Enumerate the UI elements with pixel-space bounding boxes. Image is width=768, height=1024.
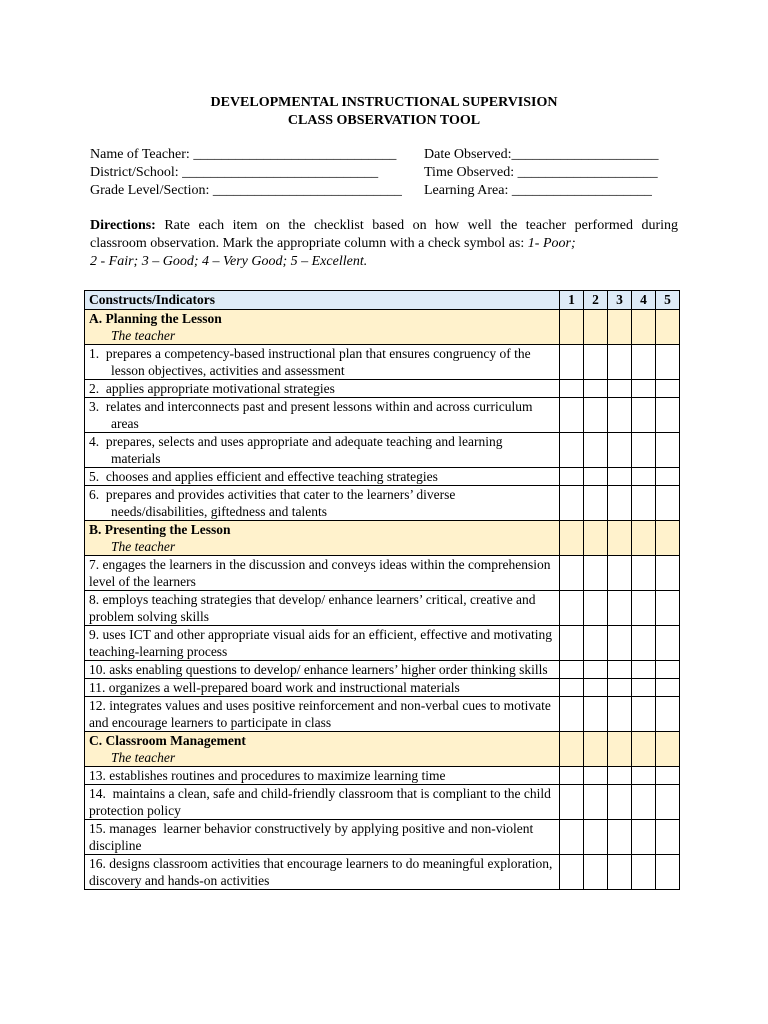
indicator-rating-cell-5[interactable] — [656, 767, 680, 785]
section-rating-cell-1[interactable] — [560, 732, 584, 767]
indicator-rating-cell-3[interactable] — [608, 398, 632, 433]
indicator-rating-cell-2[interactable] — [584, 468, 608, 486]
document-title: DEVELOPMENTAL INSTRUCTIONAL SUPERVISION — [210, 95, 558, 110]
indicator-text — [85, 820, 560, 855]
section-rating-cell-4[interactable] — [632, 521, 656, 556]
indicator-rating-cell-3[interactable] — [608, 556, 632, 591]
indicator-label: 10. asks enabling questions to develop/ enhance learners’ higher order thinking skills — [89, 662, 548, 677]
indicator-text — [85, 626, 560, 661]
indicator-text — [85, 556, 560, 591]
section-rating-cell-3[interactable] — [608, 521, 632, 556]
indicator-rating-cell-1[interactable] — [560, 767, 584, 785]
section-title: A. Planning the Lesson — [89, 311, 222, 326]
table-row — [85, 556, 680, 591]
indicator-rating-cell-1[interactable] — [560, 380, 584, 398]
section-heading — [85, 732, 560, 767]
rating-header-5: 5 — [656, 291, 680, 310]
indicator-rating-cell-2[interactable] — [584, 697, 608, 732]
indicator-rating-cell-5[interactable] — [656, 820, 680, 855]
section-row — [85, 521, 680, 556]
directions-line-1: Directions: Rate each item on the checklist based on how well the teacher performed during — [90, 218, 679, 233]
section-rating-cell-5[interactable] — [656, 732, 680, 767]
indicator-rating-cell-3[interactable] — [608, 433, 632, 468]
district-school-field[interactable]: District/School: ____________________________ — [90, 165, 379, 180]
indicator-label: 14. maintains a clean, safe and child-friendly classroom that is compliant to the child protection policy — [89, 786, 551, 818]
indicator-rating-cell-1[interactable] — [560, 486, 584, 521]
indicator-rating-cell-1[interactable] — [560, 433, 584, 468]
indicator-rating-cell-2[interactable] — [584, 626, 608, 661]
indicator-label: 3. relates and interconnects past and present lessons within and across curriculum areas — [89, 399, 533, 431]
indicator-text — [85, 697, 560, 732]
indicator-rating-cell-4[interactable] — [632, 556, 656, 591]
indicator-rating-cell-2[interactable] — [584, 398, 608, 433]
indicator-label: 2. applies appropriate motivational strategies — [89, 381, 335, 396]
table-header-row — [85, 291, 680, 310]
section-row — [85, 310, 680, 345]
indicator-label: 9. uses ICT and other appropriate visual aids for an efficient, effective and motivating teaching-learning process — [89, 627, 552, 659]
directions-label: Directions: — [90, 218, 156, 233]
indicator-text — [85, 661, 560, 679]
indicator-label: 13. establishes routines and procedures to maximize learning time — [89, 768, 446, 783]
indicator-label: 5. chooses and applies efficient and effective teaching strategies — [89, 469, 438, 484]
indicator-rating-cell-2[interactable] — [584, 345, 608, 380]
indicator-rating-cell-1[interactable] — [560, 398, 584, 433]
section-rating-cell-1[interactable] — [560, 521, 584, 556]
indicator-rating-cell-3[interactable] — [608, 486, 632, 521]
table-row — [85, 855, 680, 890]
section-rating-cell-3[interactable] — [608, 310, 632, 345]
table-row — [85, 767, 680, 785]
indicator-rating-cell-3[interactable] — [608, 820, 632, 855]
indicator-text — [85, 433, 560, 468]
section-heading — [85, 310, 560, 345]
time-observed-field[interactable]: Time Observed: ____________________ — [424, 165, 658, 180]
indicator-label: 4. prepares, selects and uses appropriate and adequate teaching and learning materials — [89, 434, 503, 466]
rating-header-2: 2 — [584, 291, 608, 310]
table-row — [85, 468, 680, 486]
section-subtitle: The teacher — [111, 750, 176, 765]
section-rating-cell-5[interactable] — [656, 521, 680, 556]
directions-line-2: classroom observation. Mark the appropriate column with a check symbol as: 1- Poor; — [90, 236, 576, 251]
indicator-rating-cell-5[interactable] — [656, 556, 680, 591]
indicator-rating-cell-1[interactable] — [560, 626, 584, 661]
indicator-rating-cell-4[interactable] — [632, 785, 656, 820]
table-row — [85, 380, 680, 398]
indicator-rating-cell-4[interactable] — [632, 697, 656, 732]
section-row — [85, 732, 680, 767]
indicator-rating-cell-1[interactable] — [560, 679, 584, 697]
indicator-rating-cell-2[interactable] — [584, 767, 608, 785]
table-row — [85, 345, 680, 380]
table-row — [85, 591, 680, 626]
indicator-rating-cell-1[interactable] — [560, 591, 584, 626]
table-row — [85, 626, 680, 661]
name-of-teacher-field[interactable]: Name of Teacher: _____________________________ — [90, 147, 397, 162]
indicator-label: 8. employs teaching strategies that develop/ enhance learners’ critical, creative and problem solving skills — [89, 592, 536, 624]
indicator-text — [85, 345, 560, 380]
indicator-rating-cell-3[interactable] — [608, 697, 632, 732]
section-rating-cell-2[interactable] — [584, 521, 608, 556]
indicator-text — [85, 468, 560, 486]
indicator-rating-cell-2[interactable] — [584, 679, 608, 697]
date-observed-field[interactable]: Date Observed:_____________________ — [424, 147, 659, 162]
indicator-text — [85, 767, 560, 785]
indicator-rating-cell-4[interactable] — [632, 468, 656, 486]
indicator-rating-cell-5[interactable] — [656, 380, 680, 398]
section-rating-cell-4[interactable] — [632, 310, 656, 345]
indicator-rating-cell-5[interactable] — [656, 468, 680, 486]
indicator-label: 7. engages the learners in the discussion and conveys ideas within the comprehension level of the learners — [89, 557, 551, 589]
indicator-rating-cell-1[interactable] — [560, 697, 584, 732]
indicator-rating-cell-2[interactable] — [584, 591, 608, 626]
indicator-rating-cell-5[interactable] — [656, 626, 680, 661]
indicator-text — [85, 591, 560, 626]
table-body — [85, 310, 680, 890]
indicator-rating-cell-4[interactable] — [632, 433, 656, 468]
table-row — [85, 398, 680, 433]
indicator-rating-cell-3[interactable] — [608, 468, 632, 486]
section-heading — [85, 521, 560, 556]
indicator-label: 6. prepares and provides activities that cater to the learners’ diverse needs/disabilities, giftedness and talents — [89, 487, 456, 519]
indicator-text — [85, 398, 560, 433]
indicator-rating-cell-2[interactable] — [584, 380, 608, 398]
rating-header-4: 4 — [632, 291, 656, 310]
indicator-rating-cell-1[interactable] — [560, 468, 584, 486]
observation-table — [84, 290, 680, 890]
indicator-rating-cell-3[interactable] — [608, 679, 632, 697]
info-row-teacher — [90, 146, 690, 164]
indicator-rating-cell-5[interactable] — [656, 398, 680, 433]
directions-line-3: 2 - Fair; 3 – Good; 4 – Very Good; 5 – Excellent. — [90, 254, 368, 269]
indicator-rating-cell-3[interactable] — [608, 345, 632, 380]
indicator-rating-cell-4[interactable] — [632, 679, 656, 697]
indicator-rating-cell-5[interactable] — [656, 345, 680, 380]
indicator-rating-cell-5[interactable] — [656, 591, 680, 626]
rating-header-1: 1 — [560, 291, 584, 310]
indicator-rating-cell-2[interactable] — [584, 820, 608, 855]
indicator-rating-cell-3[interactable] — [608, 661, 632, 679]
indicator-rating-cell-4[interactable] — [632, 380, 656, 398]
table-row — [85, 679, 680, 697]
indicator-label: 1. prepares a competency-based instructional plan that ensures congruency of the lesson objectives, activities and assessment — [89, 346, 531, 378]
indicator-rating-cell-1[interactable] — [560, 855, 584, 890]
table-row — [85, 785, 680, 820]
indicator-rating-cell-2[interactable] — [584, 661, 608, 679]
constructs-header: Constructs/Indicators — [85, 291, 560, 310]
indicator-rating-cell-3[interactable] — [608, 855, 632, 890]
section-rating-cell-2[interactable] — [584, 732, 608, 767]
indicator-rating-cell-4[interactable] — [632, 591, 656, 626]
info-row-grade — [90, 182, 690, 200]
indicator-rating-cell-3[interactable] — [608, 767, 632, 785]
table-row — [85, 697, 680, 732]
info-row-district — [90, 164, 690, 182]
indicator-rating-cell-1[interactable] — [560, 556, 584, 591]
directions-paragraph — [90, 217, 678, 271]
indicator-rating-cell-3[interactable] — [608, 380, 632, 398]
section-title: B. Presenting the Lesson — [89, 522, 231, 537]
indicator-rating-cell-4[interactable] — [632, 855, 656, 890]
indicator-rating-cell-2[interactable] — [584, 433, 608, 468]
section-subtitle: The teacher — [111, 539, 176, 554]
indicator-rating-cell-5[interactable] — [656, 785, 680, 820]
indicator-rating-cell-2[interactable] — [584, 785, 608, 820]
indicator-rating-cell-2[interactable] — [584, 486, 608, 521]
indicator-rating-cell-1[interactable] — [560, 661, 584, 679]
indicator-rating-cell-4[interactable] — [632, 486, 656, 521]
table-row — [85, 486, 680, 521]
indicator-rating-cell-4[interactable] — [632, 767, 656, 785]
document-subtitle: CLASS OBSERVATION TOOL — [287, 113, 481, 128]
indicator-label: 11. organizes a well-prepared board work and instructional materials — [89, 680, 460, 695]
section-subtitle: The teacher — [111, 328, 176, 343]
indicator-rating-cell-5[interactable] — [656, 697, 680, 732]
indicator-rating-cell-4[interactable] — [632, 661, 656, 679]
indicator-text — [85, 785, 560, 820]
indicator-label: 12. integrates values and uses positive reinforcement and non-verbal cues to motivate and encourage learners to participate in class — [89, 698, 551, 730]
indicator-rating-cell-2[interactable] — [584, 855, 608, 890]
indicator-rating-cell-5[interactable] — [656, 486, 680, 521]
indicator-rating-cell-5[interactable] — [656, 661, 680, 679]
table-row — [85, 820, 680, 855]
indicator-label: 16. designs classroom activities that encourage learners to do meaningful exploration, discovery and hands-on activities — [89, 856, 553, 888]
indicator-text — [85, 486, 560, 521]
section-rating-cell-3[interactable] — [608, 732, 632, 767]
indicator-rating-cell-5[interactable] — [656, 679, 680, 697]
table-row — [85, 433, 680, 468]
section-title: C. Classroom Management — [89, 733, 246, 748]
indicator-text — [85, 679, 560, 697]
indicator-rating-cell-4[interactable] — [632, 398, 656, 433]
indicator-rating-cell-5[interactable] — [656, 433, 680, 468]
indicator-rating-cell-4[interactable] — [632, 345, 656, 380]
indicator-rating-cell-1[interactable] — [560, 345, 584, 380]
grade-level-field[interactable]: Grade Level/Section: ___________________________ — [90, 183, 402, 198]
indicator-rating-cell-3[interactable] — [608, 785, 632, 820]
section-rating-cell-5[interactable] — [656, 310, 680, 345]
indicator-rating-cell-4[interactable] — [632, 626, 656, 661]
indicator-label: 15. manages learner behavior constructively by applying positive and non-violent discipline — [89, 821, 534, 853]
indicator-rating-cell-5[interactable] — [656, 855, 680, 890]
indicator-rating-cell-4[interactable] — [632, 820, 656, 855]
indicator-text — [85, 855, 560, 890]
indicator-rating-cell-3[interactable] — [608, 626, 632, 661]
section-rating-cell-4[interactable] — [632, 732, 656, 767]
indicator-rating-cell-1[interactable] — [560, 820, 584, 855]
section-rating-cell-1[interactable] — [560, 310, 584, 345]
table-row — [85, 661, 680, 679]
indicator-rating-cell-2[interactable] — [584, 556, 608, 591]
indicator-text — [85, 380, 560, 398]
indicator-rating-cell-1[interactable] — [560, 785, 584, 820]
section-rating-cell-2[interactable] — [584, 310, 608, 345]
learning-area-field[interactable]: Learning Area: ____________________ — [424, 183, 652, 198]
rating-header-3: 3 — [608, 291, 632, 310]
indicator-rating-cell-3[interactable] — [608, 591, 632, 626]
